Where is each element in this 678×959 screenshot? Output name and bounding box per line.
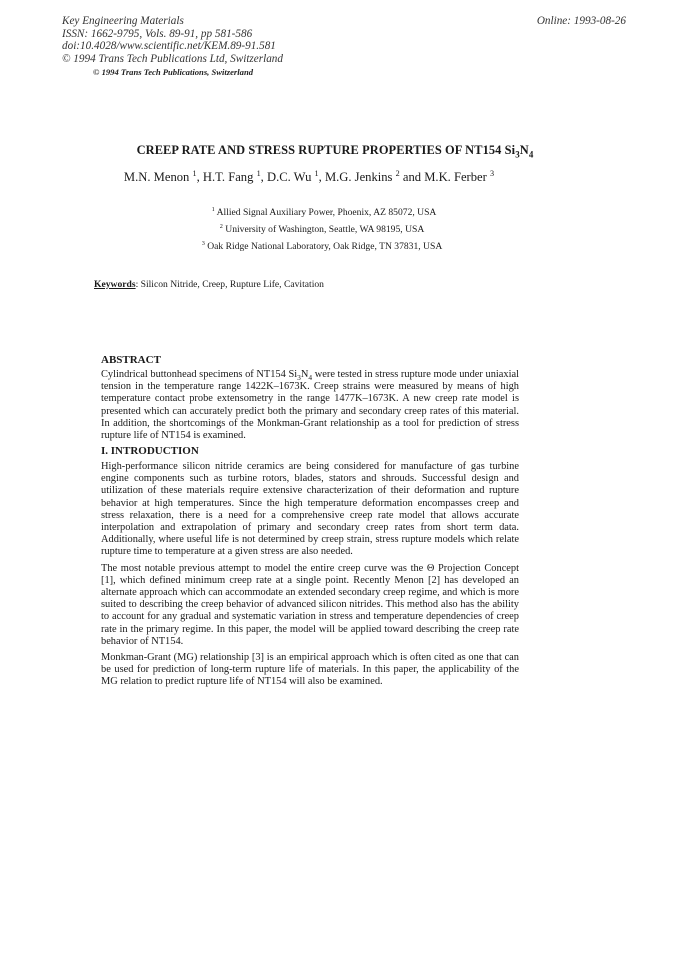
copyright: © 1994 Trans Tech Publications Ltd, Switzerland [62, 52, 283, 65]
affiliation-1: $^1$ Allied Signal Auxiliary Power, Phoenix, AZ 85072, USA [211, 205, 437, 218]
introduction-body [101, 461, 519, 689]
author: M.N. Menon $^1$, [123, 168, 200, 184]
doi: doi:10.4028/www.scientific.net/KEM.89-91.581 [62, 40, 276, 53]
print-copyright: © 1994 Trans Tech Publications, Switzerland [93, 67, 254, 77]
abstract-heading: ABSTRACT [101, 354, 161, 366]
author: M.K. Ferber $^3$ [424, 168, 495, 184]
author: M.G. Jenkins $^2$ and [324, 168, 422, 184]
abstract-text: Cylindrical buttonhead specimens of NT154 $Si_3N_4$ were tested in stress rupture mode under uniaxial tension in the temperature range 1422K–1673K. Creep strains were measured by means of high temperature contact probe extensometry in the range 1477K–1673K. A new creep rate model is presented which can accurately predict both the primary and secondary creep rates of this material. In addition, the shortcomings of the Monkman-Grant relationship as a tool for prediction of stress rupture life of NT154 is examined. [101, 369, 519, 442]
affiliation-2: $^2$ University of Washington, Seattle, WA 98195, USA [219, 222, 425, 235]
issn: ISSN: 1662-9795, Vols. 89-91, pp 581-586 [62, 27, 253, 40]
paragraph: High-performance silicon nitride ceramics are being considered for manufacture of gas turbine engine components such as turbine rotors, blades, stators and shrouds. Successful design and utilization of these materials require extensive characterization of their deformation and rupture behavior at high temperatures. Since the high temperature deformation encompasses creep and stress relaxation, there is a need for a comprehensive creep rate model that allows accurate interpolation and extrapolation of primary and secondary creep rates from short term data. Additionally, where useful life is not determined by creep strain, stress rupture models which relate rupture time to temperature at a given stress are also needed. [101, 461, 519, 558]
keywords-label: Keywords [94, 279, 136, 290]
introduction-heading: I. INTRODUCTION [101, 445, 199, 457]
author: D.C. Wu $^1$, [266, 168, 322, 184]
journal-name: Key Engineering Materials [62, 15, 184, 27]
affiliation-3: $^3$ Oak Ridge National Laboratory, Oak Ridge, TN 37831, USA [201, 239, 443, 252]
keywords-text: : Silicon Nitride, Creep, Rupture Life, Cavitation [135, 279, 324, 290]
journal-meta [62, 15, 283, 65]
online-date: Online: 1993-08-26 [536, 15, 626, 27]
paper-title: CREEP RATE AND STRESS RUPTURE PROPERTIES OF NT154 $Si_3N_4$ [136, 143, 534, 160]
keywords [94, 279, 324, 290]
author-list [0, 170, 678, 185]
paragraph: Monkman-Grant (MG) relationship [3] is an empirical approach which is often cited as one that can be used for prediction of long-term rupture life of materials. In this paper, the applicability of the MG relation to predict rupture life of NT154 will also be examined. [101, 652, 519, 688]
paragraph: The most notable previous attempt to model the entire creep curve was the Θ Projection Concept [1], which defined minimum creep rate at a single point. Recently Menon [2] has developed an alternate approach which can accommodate an extended secondary creep regime, and which is more suited to describing the creep behavior of advanced silicon nitrides. This method also has the ability to account for any gradual and systematic variation in stress and temperature dependencies of creep rate in the primary regime. In this paper, the model will be applied toward describing the creep rate behavior of NT154. [101, 562, 519, 647]
author: H.T. Fang $^1$, [202, 168, 264, 184]
